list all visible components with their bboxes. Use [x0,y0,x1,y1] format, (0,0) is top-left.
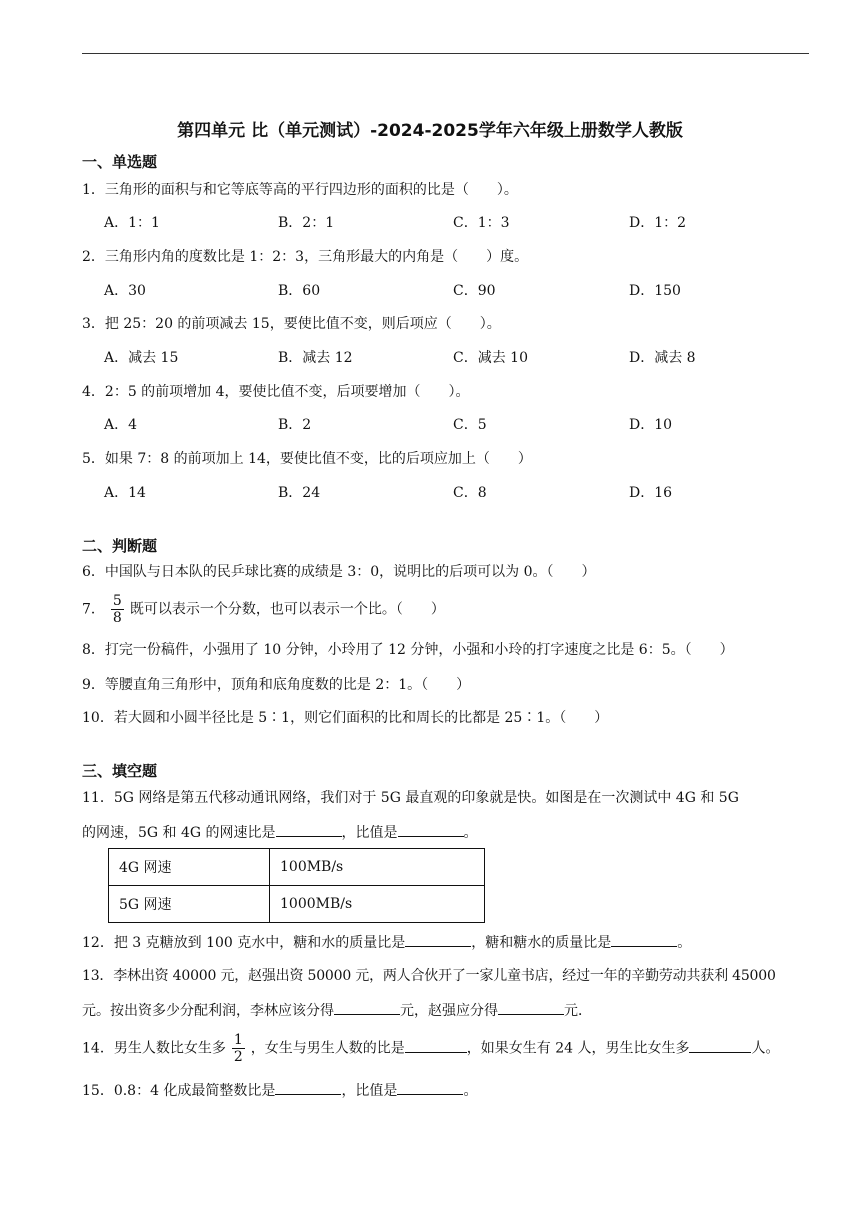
q7-number: 7． [82,601,105,618]
q2-option-a[interactable]: A．30 [104,283,146,299]
q11-blank-ratio[interactable] [276,822,342,837]
question-7 [82,593,445,626]
table-cell: 5G 网速 [109,886,270,923]
q2-option-c[interactable]: C．90 [453,283,496,299]
q11-text-b: ，比值是 [341,825,398,841]
table-row [109,849,485,886]
q14-text-a: 14．男生人数比女生多 [82,1040,226,1057]
q13-text-c: 元． [564,1003,592,1019]
q4-option-c[interactable]: C．5 [453,417,487,433]
q12-blank-1[interactable] [405,932,471,947]
q11-blank-value[interactable] [398,822,464,837]
q13-blank-1[interactable] [334,1000,400,1015]
q14-denominator: 2 [233,1049,243,1065]
q5-option-d[interactable]: D．16 [629,485,673,501]
q13-text-a: 元。按出资多少分配利润，李林应该分得 [82,1003,334,1019]
q5-option-a[interactable]: A．14 [104,485,146,501]
table-cell: 100MB/s [270,849,485,886]
table-cell: 1000MB/s [270,886,485,923]
q1-option-b[interactable]: B．2：1 [278,215,335,231]
table-row [109,886,485,923]
q14-blank-1[interactable] [405,1038,467,1053]
q3-option-c[interactable]: C．减去 10 [453,350,528,366]
q13-blank-2[interactable] [498,1000,564,1015]
q12-text-c: 。 [677,935,692,951]
q4-option-a[interactable]: A．4 [104,417,138,433]
question-2: 2．三角形内角的度数比是 1：2：3，三角形最大的内角是（ ）度。 [82,249,529,265]
q15-text-c: 。 [463,1083,478,1099]
q14-blank-2[interactable] [689,1038,751,1053]
q12-text-b: ，糖和糖水的质量比是 [471,935,612,951]
q15-text-a: 15．0.8：4 化成最简整数比是 [82,1083,276,1099]
question-6: 6．中国队与日本队的民乒球比赛的成绩是 3：0，说明比的后项可以为 0。（ ） [82,564,596,580]
q7-denominator: 8 [112,610,122,626]
q14-numerator: 1 [233,1032,243,1048]
q4-option-d[interactable]: D．10 [629,417,673,433]
question-11-line-2 [82,822,478,843]
section-heading-fill-blank: 三、填空题 [82,762,158,780]
header-rule [82,53,809,54]
q3-option-a[interactable]: A．减去 15 [104,350,179,366]
q12-blank-2[interactable] [611,932,677,947]
question-10: 10．若大圆和小圆半径比是 5∶1，则它们面积的比和周长的比都是 25∶1。（ ） [82,710,609,726]
q14-text-d: 人。 [751,1040,780,1057]
q14-text-c: ，如果女生有 24 人，男生比女生多 [466,1040,690,1057]
question-3: 3．把 25：20 的前项减去 15，要使比值不变，则后项应（ ）。 [82,316,501,332]
q11-text-c: 。 [463,825,478,841]
q2-option-b[interactable]: B．60 [278,283,321,299]
q15-blank-1[interactable] [275,1080,341,1095]
question-4: 4．2：5 的前项增加 4，要使比值不变，后项要增加（ ）。 [82,384,470,400]
q1-option-c[interactable]: C．1：3 [453,215,510,231]
question-1: 1．三角形的面积与和它等底等高的平行四边形的面积的比是（ ）。 [82,182,518,198]
q1-option-d[interactable]: D．1：2 [629,215,687,231]
q11-text-a: 的网速，5G 和 4G 的网速比是 [82,825,276,841]
table-cell: 4G 网速 [109,849,270,886]
q1-option-a[interactable]: A．1：1 [104,215,160,231]
question-8: 8．打完一份稿件，小强用了 10 分钟，小玲用了 12 分钟，小强和小玲的打字速度之比是 6：5。（ ） [82,642,734,658]
question-11-line-1: 11．5G 网络是第五代移动通讯网络，我们对于 5G 最直观的印象就是快。如图是在一次测试中 4G 和 5G [82,790,739,806]
q14-text-b: ，女生与男生人数的比是 [250,1040,405,1057]
q3-option-b[interactable]: B．减去 12 [278,350,353,366]
page-title: 第四单元 比（单元测试）-2024-2025学年六年级上册数学人教版 [177,121,683,141]
q5-option-c[interactable]: C．8 [453,485,487,501]
question-14 [82,1032,779,1065]
q7-fraction [111,593,124,626]
q5-option-b[interactable]: B．24 [278,485,321,501]
q15-blank-2[interactable] [397,1080,463,1095]
section-heading-judgement: 二、判断题 [82,537,158,555]
q7-numerator: 5 [112,593,122,609]
question-12 [82,932,691,953]
q15-text-b: ，比值是 [341,1083,398,1099]
q4-option-b[interactable]: B．2 [278,417,312,433]
network-speed-table [108,848,485,923]
q3-option-d[interactable]: D．减去 8 [629,350,696,366]
question-9: 9．等腰直角三角形中，顶角和底角度数的比是 2：1。（ ） [82,677,471,693]
q12-text-a: 12．把 3 克糖放到 100 克水中，糖和水的质量比是 [82,935,406,951]
section-heading-single-choice: 一、单选题 [82,153,158,171]
q14-fraction [232,1032,245,1065]
question-13-line-1: 13．李林出资 40000 元，赵强出资 50000 元，两人合伙开了一家儿童书店，经过一年的辛勤劳动共获利 45000 [82,968,776,984]
question-5: 5．如果 7：8 的前项加上 14，要使比值不变，比的后项应加上（ ） [82,451,532,467]
q2-option-d[interactable]: D．150 [629,283,681,299]
question-15 [82,1080,477,1101]
q13-text-b: 元，赵强应分得 [400,1003,498,1019]
q7-text: 既可以表示一个分数，也可以表示一个比。（ ） [129,601,445,618]
question-13-line-2 [82,1000,592,1021]
